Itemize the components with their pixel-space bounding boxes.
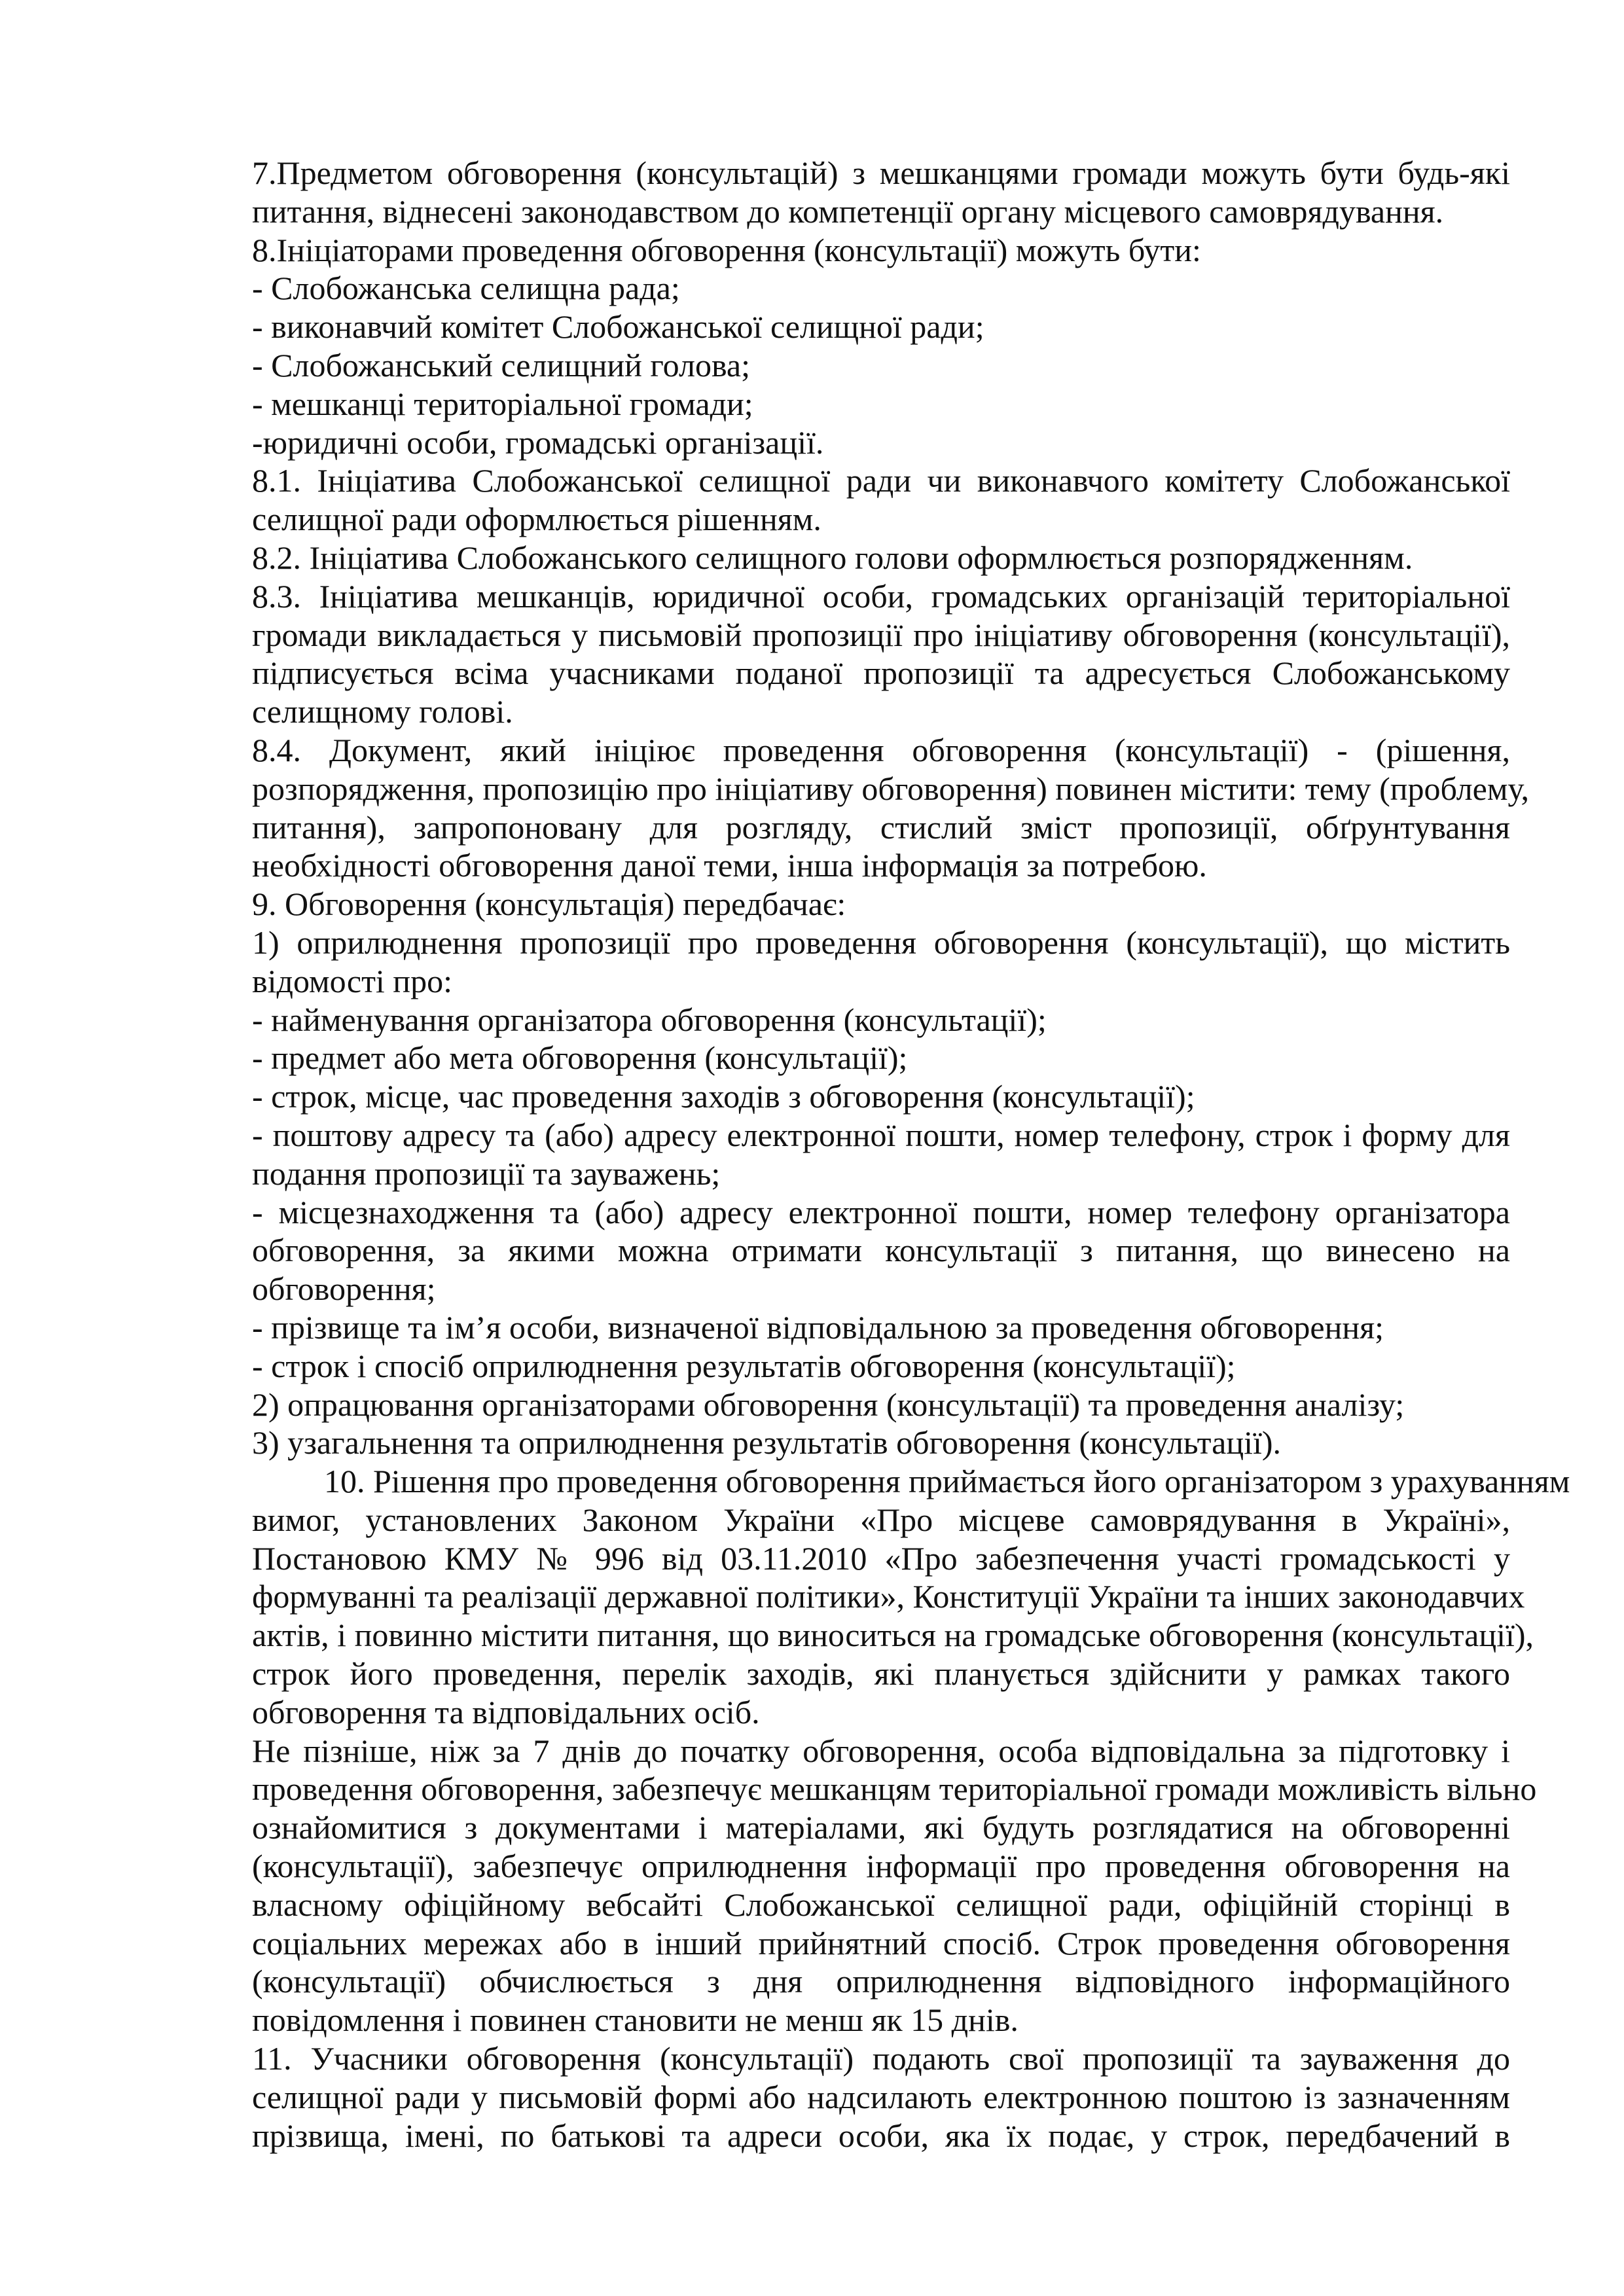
text-line: 8.1. Ініціатива Слобожанської селищної ради чи виконавчого комітету Слобожанської xyxy=(252,462,1510,499)
text-line: проведення обговорення, забезпечує мешканцям територіальної громади можливість вільно xyxy=(252,1770,1537,1808)
paragraph xyxy=(252,2039,1510,2155)
text-line: - прізвище та ім’я особи, визначеної відповідальною за проведення обговорення; xyxy=(252,1308,1384,1346)
text-line: (консультації) обчислюється з дня оприлюднення відповідного інформаційного xyxy=(252,1963,1510,2000)
paragraph xyxy=(252,539,1510,577)
paragraph xyxy=(252,1116,1510,1193)
text-line: 8.2. Ініціатива Слобожанського селищного голови оформлюється розпорядженням. xyxy=(252,539,1413,576)
paragraph xyxy=(252,1462,1570,1732)
text-line: підписується всіма учасниками поданої пропозиції та адресується Слобожанському xyxy=(252,655,1510,692)
text-line: обговорення, за якими можна отримати консультації з питання, що винесено на xyxy=(252,1232,1510,1269)
paragraph xyxy=(252,385,1510,423)
text-line: селищному голові. xyxy=(252,693,513,730)
paragraph xyxy=(252,1424,1510,1462)
paragraph xyxy=(252,1347,1510,1386)
paragraph xyxy=(252,269,1510,308)
paragraph xyxy=(252,1732,1537,2039)
text-line: обговорення; xyxy=(252,1270,436,1308)
paragraph xyxy=(252,461,1510,539)
text-line: власному офіційному вебсайті Слобожанської селищної ради, офіційній сторінці в xyxy=(252,1886,1510,1923)
text-line: соціальних мережах або в інший прийнятний спосіб. Строк проведення обговорення xyxy=(252,1924,1510,1962)
text-line: 3) узагальнення та оприлюднення результатів обговорення (консультації). xyxy=(252,1424,1282,1462)
text-line: актів, і повинно містити питання, що виноситься на громадське обговорення (консультації), xyxy=(252,1617,1534,1654)
paragraph xyxy=(252,1077,1510,1116)
text-line: - Слобожанська селищна рада; xyxy=(252,270,680,307)
paragraph xyxy=(252,154,1510,231)
text-line: 9. Обговорення (консультація) передбачає: xyxy=(252,886,846,923)
paragraph xyxy=(252,924,1510,1001)
text-line: -юридичні особи, громадські організації. xyxy=(252,423,824,461)
paragraph xyxy=(252,1001,1510,1039)
text-line: - мешканці територіальної громади; xyxy=(252,385,753,422)
text-line: - поштову адресу та (або) адресу електронної пошти, номер телефону, строк і форму для xyxy=(252,1116,1510,1153)
text-line: відомості про: xyxy=(252,962,452,999)
paragraph xyxy=(252,1308,1510,1347)
text-line: строк його проведення, перелік заходів, які планується здійснити у рамках такого xyxy=(252,1655,1510,1693)
text-line: повідомлення і повинен становити не менш як 15 днів. xyxy=(252,2001,1019,2039)
text-line: необхідності обговорення даної теми, інша інформація за потребою. xyxy=(252,847,1207,884)
text-line: розпорядження, пропозицію про ініціативу обговорення) повинен містити: тему (проблему, xyxy=(252,770,1529,807)
text-line: вимог, установлених Законом України «Про місцеве самоврядування в Україні», xyxy=(252,1501,1510,1538)
text-line: 8.Ініціаторами проведення обговорення (консультації) можуть бути: xyxy=(252,231,1201,268)
text-line: - строк і спосіб оприлюднення результатів обговорення (консультації); xyxy=(252,1347,1236,1384)
paragraph xyxy=(252,423,1510,462)
text-line: подання пропозиції та зауважень; xyxy=(252,1155,721,1192)
text-line: обговорення та відповідальних осіб. xyxy=(252,1693,760,1731)
text-line: - предмет або мета обговорення (консультації); xyxy=(252,1039,908,1077)
paragraph xyxy=(252,346,1510,385)
paragraph xyxy=(252,577,1510,731)
paragraph xyxy=(252,731,1529,885)
text-line: Постановою КМУ № 996 від 03.11.2010 «Про забезпечення участі громадськості у xyxy=(252,1539,1510,1577)
text-line: питання), запропоновану для розгляду, стислий зміст пропозиції, обґрунтування xyxy=(252,808,1510,846)
text-line: 2) опрацювання організаторами обговорення (консультації) та проведення аналізу; xyxy=(252,1386,1405,1423)
text-line: - Слобожанський селищний голова; xyxy=(252,346,751,384)
paragraph xyxy=(252,1039,1510,1077)
text-line: 8.4. Документ, який ініціює проведення обговорення (консультації) - (рішення, xyxy=(252,731,1510,768)
text-line: 7.Предметом обговорення (консультацій) з мешканцями громади можуть бути будь-які xyxy=(252,154,1510,191)
text-line: 10. Рішення про проведення обговорення приймається його організатором з урахуванням xyxy=(324,1463,1570,1500)
text-line: 1) оприлюднення пропозиції про проведення обговорення (консультації), що містить xyxy=(252,924,1510,961)
text-line: (консультації), забезпечує оприлюднення інформації про проведення обговорення на xyxy=(252,1848,1510,1885)
text-line: Не пізніше, ніж за 7 днів до початку обговорення, особа відповідальна за підготовку і xyxy=(252,1732,1510,1769)
text-line: громади викладається у письмовій пропозиції про ініціативу обговорення (консультації), xyxy=(252,616,1510,653)
paragraph xyxy=(252,1386,1510,1424)
text-line: питання, віднесені законодавством до компетенції органу місцевого самоврядування. xyxy=(252,192,1444,230)
paragraph xyxy=(252,231,1510,270)
paragraph xyxy=(252,885,1510,924)
text-line: - строк, місце, час проведення заходів з обговорення (консультації); xyxy=(252,1078,1195,1115)
text-line: селищної ради у письмовій формі або надсилають електронною поштою із зазначенням xyxy=(252,2078,1510,2115)
text-line: прізвища, імені, по батькові та адреси особи, яка їх подає, у строк, передбачений в xyxy=(252,2117,1510,2154)
document-page xyxy=(252,154,1570,2155)
text-line: - найменування організатора обговорення (консультації); xyxy=(252,1001,1047,1038)
text-line: формуванні та реалізації державної політики», Конституції України та інших законодавчих xyxy=(252,1578,1525,1615)
paragraph xyxy=(252,308,1510,346)
paragraph xyxy=(252,1193,1510,1308)
text-line: ознайомитися з документами і матеріалами, які будуть розглядатися на обговоренні xyxy=(252,1809,1510,1846)
text-line: - місцезнаходження та (або) адресу електронної пошти, номер телефону організатора xyxy=(252,1193,1510,1230)
text-line: 8.3. Ініціатива мешканців, юридичної особи, громадських організацій територіальної xyxy=(252,577,1510,615)
text-line: - виконавчий комітет Слобожанської селищної ради; xyxy=(252,308,984,346)
text-line: 11. Учасники обговорення (консультації) подають свої пропозиції та зауваження до xyxy=(252,2040,1510,2077)
text-line: селищної ради оформлюється рішенням. xyxy=(252,501,821,538)
